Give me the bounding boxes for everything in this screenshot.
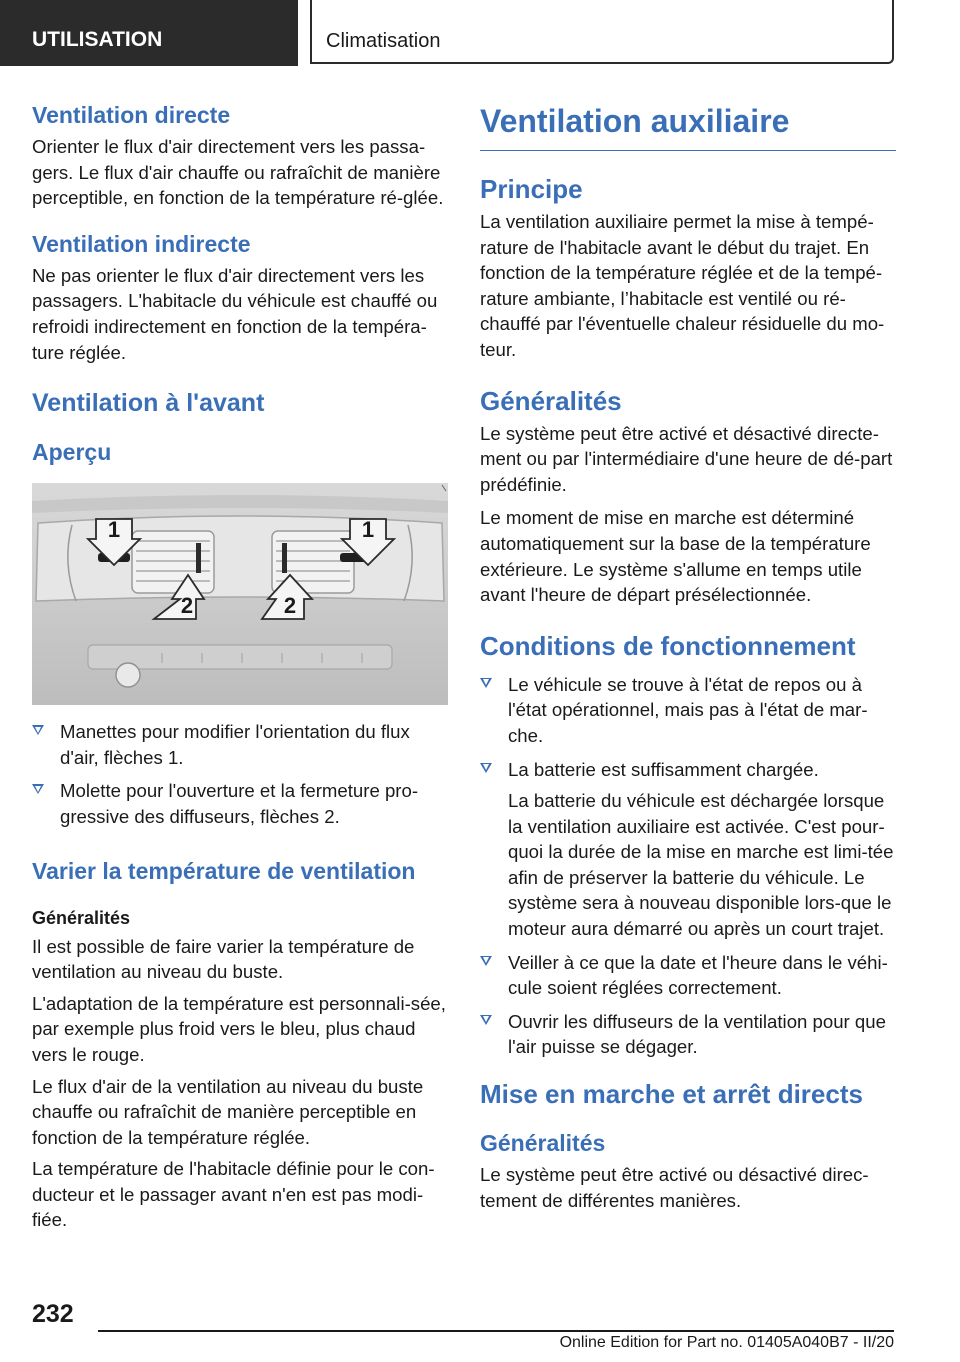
paragraph: Le système peut être activé et désactivé directe-ment ou par l'intermédiaire d'une heure de dé-part prédéfinie. (480, 422, 893, 495)
footer-divider (98, 1330, 894, 1332)
paragraph: Il est possible de faire varier la température de ventilation au niveau du buste. (32, 935, 415, 983)
edition-label: Online Edition for Part no. 01405A040B7 - II/20 (559, 1334, 894, 1351)
list-item: Manettes pour modifier l'orientation du flux d'air, flèches 1. (32, 719, 448, 770)
callout-label-1b: 1 (361, 517, 375, 543)
triangle-bullet-icon (32, 784, 44, 794)
heading-conditions: Conditions de fonctionnement (480, 630, 856, 661)
heading-front-ventilation: Ventilation à l'avant (32, 389, 265, 418)
heading-principle: Principe (480, 174, 583, 204)
heading-auxiliary-ventilation: Ventilation auxiliaire (480, 100, 896, 151)
list-item: Le véhicule se trouve à l'état de repos ou à l'état opérationnel, mais pas à l'état de mar-che. (480, 672, 896, 749)
heading-vary-temperature: Varier la température de ventilation (32, 857, 416, 884)
text-direct-ventilation: Orienter le flux d'air directement vers les passa-gers. Le flux d'air chauffe ou rafraîchit de manière perceptible, en fonction de la température ré-glée. (32, 136, 444, 209)
heading-general-2: Généralités (480, 1130, 606, 1157)
text-indirect-ventilation: Ne pas orienter le flux d'air directement vers les passagers. L'habitacle du véhicule est chauffé ou refroidi indirectement en fonction de la tempéra-ture réglée. (32, 264, 438, 363)
list-item: Veiller à ce que la date et l'heure dans le véhi-cule soient réglées correctement. (480, 950, 896, 1001)
left-column (32, 100, 448, 1233)
heading-direct-on-off: Mise en marche et arrêt directs (480, 1079, 863, 1110)
text-principle: La ventilation auxiliaire permet la mise à tempé-rature de l'habitacle avant le début du trajet. En fonction de la température réglée et de la tempé-rature ambiante, l’habitacle est ventilé ou ré-chauffé par l'éventuelle chaleur résiduelle du mo-teur. (480, 211, 885, 360)
list-item: Molette pour l'ouverture et la fermeture pro-gressive des diffuseurs, flèches 2. (32, 778, 448, 829)
vents-illustration (32, 483, 448, 705)
heading-overview: Aperçu (32, 439, 112, 466)
dashboard-vents-figure (32, 483, 448, 705)
chapter-title: Climatisation (310, 0, 894, 64)
heading-general: Généralités (480, 385, 622, 416)
section-title: UTILISATION (0, 0, 298, 66)
text-direct-on-off: Le système peut être activé ou désactivé direc-tement de différentes manières. (480, 1164, 869, 1211)
heading-general: Généralités (32, 907, 131, 928)
paragraph: Le moment de mise en marche est déterminé automatiquement sur la base de la température extérieure. Le système s'allume en temps utile avant l'heure de départ présélectionnée. (480, 507, 871, 606)
triangle-bullet-icon (480, 956, 492, 966)
conditions-list (480, 672, 896, 1060)
list-item: Ouvrir les diffuseurs de la ventilation pour que l'air puisse se dégager. (480, 1009, 896, 1060)
callout-label-2a: 2 (180, 593, 194, 619)
callout-label-1a: 1 (107, 517, 121, 543)
page-number: 232 (32, 1300, 74, 1328)
page-footer (0, 1290, 960, 1362)
heading-direct-ventilation: Ventilation directe (32, 102, 231, 128)
paragraph: La température de l'habitacle définie pour le con-ducteur et le passager avant n'en est pas modi-fiée. (32, 1158, 435, 1231)
triangle-bullet-icon (480, 678, 492, 688)
triangle-bullet-icon (32, 725, 44, 735)
callout-label-2b: 2 (283, 593, 297, 619)
paragraph: L'adaptation de la température est personnali-sée, par exemple plus froid vers le bleu, plus chaud vers le rouge. (32, 992, 446, 1065)
right-column (480, 100, 896, 1213)
paragraph: Le flux d'air de la ventilation au niveau du buste chauffe ou rafraîchit de manière perceptible en fonction de la température réglée. (32, 1075, 424, 1148)
triangle-bullet-icon (480, 1015, 492, 1025)
list-item: La batterie est suffisamment chargée. La batterie du véhicule est déchargée lorsque la ventilation auxiliaire est activée. C'est pour-quoi la durée de la mise en marche est limi-tée afin de préserver la batterie du véhicule. Le système sera à nouveau disponible lors-que le moteur aura démarré ou après un court trajet. (480, 757, 896, 942)
page-header (0, 0, 960, 66)
triangle-bullet-icon (480, 763, 492, 773)
overview-list (32, 719, 448, 829)
battery-note: La batterie du véhicule est déchargée lorsque la ventilation auxiliaire est activée. C'est pour-quoi la durée de la mise en marche est limi-tée afin de préserver la batterie du véhicule. Le système sera à nouveau disponible lors-que le moteur aura démarré ou après un court trajet. (508, 790, 894, 940)
heading-indirect-ventilation: Ventilation indirecte (32, 230, 251, 257)
